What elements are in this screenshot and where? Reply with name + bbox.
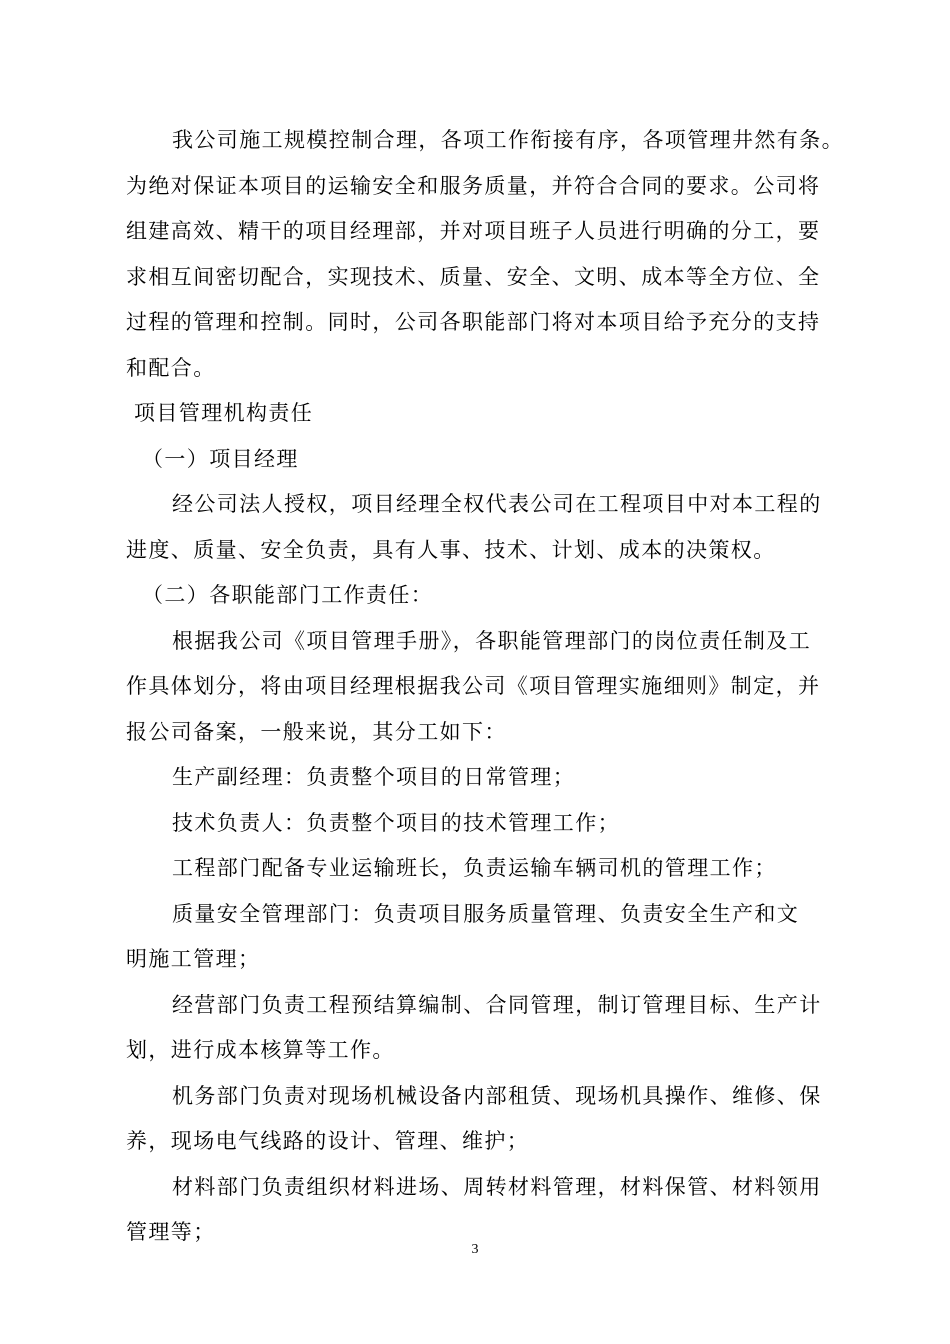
paragraph-line: 机务部门负责对现场机械设备内部租赁、现场机具操作、维修、保: [172, 1083, 822, 1108]
paragraph-line: 进度、质量、安全负责，具有人事、技术、计划、成本的决策权。: [126, 537, 776, 562]
paragraph-line: 养，现场电气线路的设计、管理、维护；: [126, 1129, 530, 1153]
paragraph-line: 组建高效、精干的项目经理部，并对项目班子人员进行明确的分工，要: [126, 219, 821, 243]
paragraph-line: 经公司法人授权，项目经理全权代表公司在工程项目中对本工程的: [172, 492, 822, 516]
paragraph-line: 过程的管理和控制。同时，公司各职能部门将对本项目给予充分的支持: [126, 310, 821, 334]
section-heading: 项目管理机构责任: [134, 401, 314, 425]
paragraph-line: 划，进行成本核算等工作。: [126, 1038, 395, 1062]
paragraph-line: 求相互间密切配合，实现技术、质量、安全、文明、成本等全方位、全: [126, 264, 821, 289]
paragraph-line: 经营部门负责工程预结算编制、合同管理，制订管理目标、生产计: [172, 992, 822, 1017]
document-body: [126, 118, 846, 1256]
subsection-heading: （一）项目经理: [142, 446, 299, 471]
paragraph-line: 我公司施工规模控制合理，各项工作衔接有序，各项管理井然有条。: [172, 128, 844, 152]
paragraph-line: 技术负责人：负责整个项目的技术管理工作；: [172, 810, 620, 835]
paragraph-line: 材料部门负责组织材料进场、周转材料管理，材料保管、材料领用: [172, 1174, 822, 1199]
paragraph-line: 作具体划分，将由项目经理根据我公司《项目管理实施细则》制定，并: [126, 674, 821, 698]
paragraph-line: 为绝对保证本项目的运输安全和服务质量，并符合合同的要求。公司将: [126, 173, 821, 198]
paragraph-line: 工程部门配备专业运输班长，负责运输车辆司机的管理工作；: [172, 856, 777, 880]
paragraph-line: 管理等；: [126, 1220, 216, 1244]
paragraph-line: 和配合。: [126, 355, 216, 380]
paragraph-line: 生产副经理：负责整个项目的日常管理；: [172, 765, 576, 789]
paragraph-line: 明施工管理；: [126, 947, 261, 971]
subsection-heading: （二）各职能部门工作责任：: [142, 583, 434, 607]
paragraph-line: 根据我公司《项目管理手册》，各职能管理部门的岗位责任制及工: [172, 628, 812, 653]
paragraph-line: 报公司备案，一般来说，其分工如下：: [126, 719, 507, 744]
page-number: 3: [471, 1242, 479, 1257]
paragraph-line: 质量安全管理部门：负责项目服务质量管理、负责安全生产和文: [172, 901, 800, 926]
